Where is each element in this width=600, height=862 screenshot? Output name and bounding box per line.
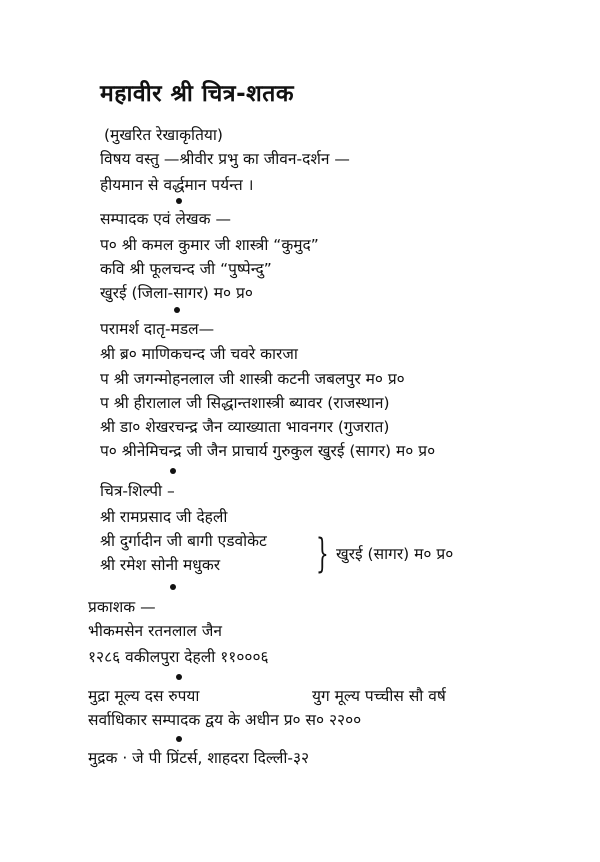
section-divider-dot xyxy=(174,307,180,313)
advisor-item: प श्री जगन्मोहनलाल जी शास्त्री कटनी जबलपुर म० प्र० xyxy=(100,370,405,388)
subject-line-2: हीयमान से वर्द्धमान पर्यन्त । xyxy=(100,176,254,194)
artist-item: श्री दुर्गादीन जी बागी एडवोकेट xyxy=(100,532,267,550)
advisor-item: श्री डा० शेखरचन्द्र जैन व्याख्याता भावनगर (गुजरात) xyxy=(100,418,390,436)
publisher-name: भीकमसेन रतनलाल जैन xyxy=(88,622,222,640)
printer-line: मुद्रक · जे पी प्रिंटर्स, शाहदरा दिल्ली-३२ xyxy=(88,749,310,767)
section-divider-dot xyxy=(176,736,182,742)
advisors-heading: परामर्श दातृ-मडल— xyxy=(100,320,215,338)
editor-item: प० श्री कमल कुमार जी शास्त्री “कुमुद” xyxy=(100,236,319,254)
publisher-address: १२८६ वकीलपुरा देहली ११०००६ xyxy=(88,648,269,666)
copyright-line: सर्वाधिकार सम्पादक द्वय के अधीन प्र० स० २२०० xyxy=(88,711,362,729)
editors-heading: सम्पादक एवं लेखक — xyxy=(100,210,231,228)
advisor-item: श्री ब्र० माणिकचन्द जी चवरे कारजा xyxy=(100,345,298,363)
section-divider-dot xyxy=(170,584,176,590)
book-subtitle: (मुखरित रेखाकृतिया) xyxy=(104,126,223,144)
artists-heading: चित्र-शिल्पी – xyxy=(100,482,175,500)
section-divider-dot xyxy=(176,198,182,204)
era-price: युग मूल्य पच्चीस सौ वर्ष xyxy=(312,687,446,705)
advisor-item: प० श्रीनेमिचन्द्र जी जैन प्राचार्य गुरुकुल खुरई (सागर) म० प्र० xyxy=(100,442,436,460)
artist-item: श्री रामप्रसाद जी देहली xyxy=(100,508,228,526)
section-divider-dot xyxy=(176,674,182,680)
artist-item: श्री रमेश सोनी मधुकर xyxy=(100,556,221,574)
section-divider-dot xyxy=(170,468,176,474)
print-price: मुद्रा मूल्य दस रुपया xyxy=(88,687,200,705)
subject-line-1: विषय वस्तु —श्रीवीर प्रभु का जीवन-दर्शन — xyxy=(100,150,350,168)
brace-mark: } xyxy=(316,531,329,577)
advisor-item: प श्री हीरालाल जी सिद्धान्तशास्त्री ब्यावर (राजस्थान) xyxy=(100,394,390,412)
publisher-heading: प्रकाशक — xyxy=(88,598,156,616)
book-title: महावीर श्री चित्र-शतक xyxy=(100,81,295,107)
artists-place: खुरई (सागर) म० प्र० xyxy=(336,545,454,563)
editor-item: कवि श्री फूलचन्द जी “पुष्पेन्दु” xyxy=(100,260,272,278)
editor-place: खुरई (जिला-सागर) म० प्र० xyxy=(100,284,253,302)
